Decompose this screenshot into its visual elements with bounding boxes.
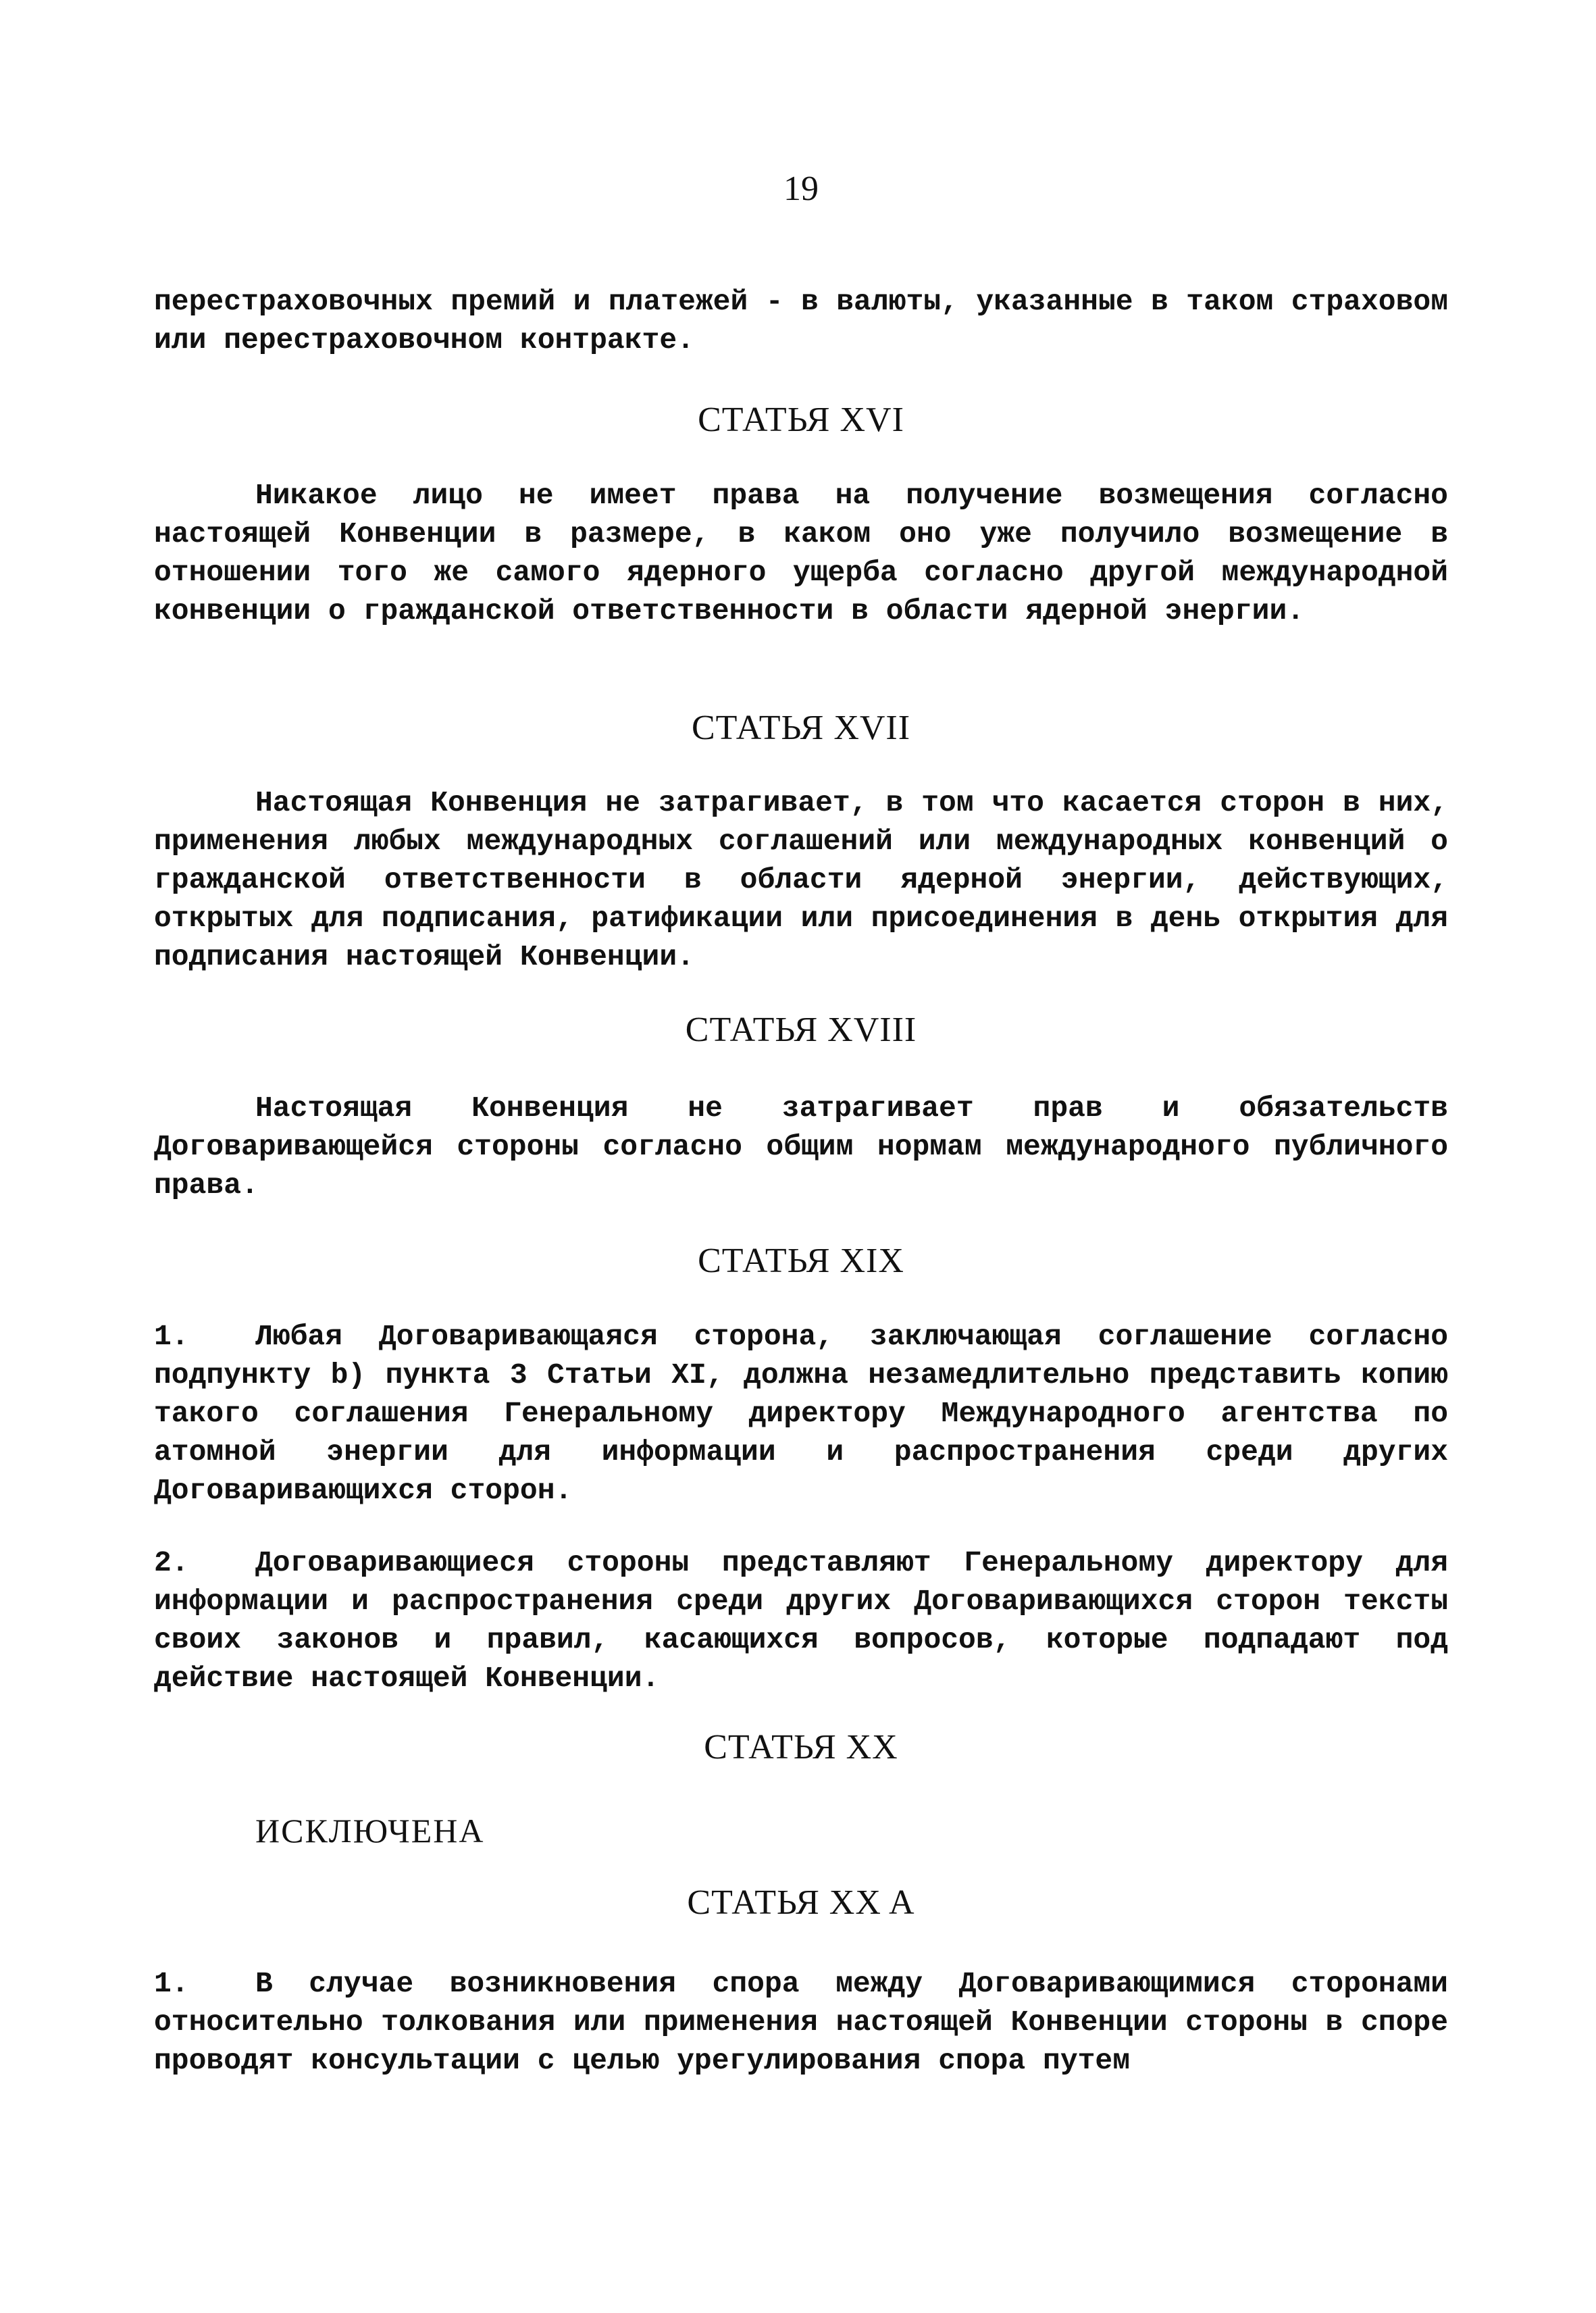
article-18-title: СТАТЬЯ XVIII: [685, 1011, 917, 1049]
article-20-title: СТАТЬЯ XX: [704, 1728, 898, 1766]
article-20a-title: СТАТЬЯ XX A: [687, 1883, 915, 1922]
article-19-item-1-paragraph: [154, 1317, 1448, 1510]
article-17-title: СТАТЬЯ XVII: [691, 709, 911, 747]
item-number: 1.: [154, 1967, 189, 2000]
article-16-title: СТАТЬЯ XVI: [698, 401, 904, 439]
article-16-text: Никакое лицо не имеет права на получение возмещения согласно настоящей Конвенции в размере, в каком оно уже получило возмещение в отношении того же самого ядерного ущерба согласно другой международной конвенции о гражданской ответственности в области ядерной энергии.: [154, 479, 1448, 628]
continuation-text: перестраховочных премий и платежей - в валюты, указанные в таком страховом или перестраховочном контракте.: [154, 285, 1448, 357]
article-19-item-2: [154, 1544, 1448, 1698]
item-number: 2.: [154, 1546, 189, 1579]
article-20a-item-1: [154, 1964, 1448, 2080]
article-17-text: Настоящая Конвенция не затрагивает, в том что касается сторон в них, применения любых международных соглашений или международных конвенций о гражданской ответственности в области ядерной энергии, действующих, открытых для подписания, ратификации или присоединения в день открытия для подписания настоящей Конвенции.: [154, 786, 1448, 973]
article-16-body: [154, 476, 1448, 630]
article-19-item-2-paragraph: [154, 1544, 1448, 1698]
article-20a-item-1-paragraph: [154, 1964, 1448, 2080]
article-19-title: СТАТЬЯ XIX: [698, 1242, 904, 1280]
article-17-body: [154, 784, 1448, 976]
item-number: 1.: [154, 1320, 189, 1353]
item-text: Договаривающиеся стороны представляют Генеральному директору для информации и распространения среди других Договаривающихся сторон тексты своих законов и правил, касающихся вопросов, которые подпадают под действие настоящей Конвенции.: [154, 1546, 1448, 1695]
item-text: В случае возникновения спора между Договаривающимися сторонами относительно толкования или применения настоящей Конвенции стороны в споре проводят консультации с целью урегулирования спора путем: [154, 1967, 1448, 2077]
item-text: Любая Договаривающаяся сторона, заключающая соглашение согласно подпункту b) пункта 3 Статьи XI, должна незамедлительно представить копию такого соглашения Генеральному директору Международного агентства по атомной энергии для информации и распространения среди других Договаривающихся сторон.: [154, 1320, 1448, 1507]
article-18-body: [154, 1089, 1448, 1204]
article-19-item-1: [154, 1317, 1448, 1510]
page-number: 19: [783, 170, 819, 208]
article-18-text: Настоящая Конвенция не затрагивает прав и обязательств Договаривающейся стороны согласно общим нормам международного публичного права.: [154, 1092, 1448, 1202]
article-20-excluded: ИСКЛЮЧЕНА: [255, 1812, 485, 1850]
continuation-paragraph: [154, 282, 1448, 359]
